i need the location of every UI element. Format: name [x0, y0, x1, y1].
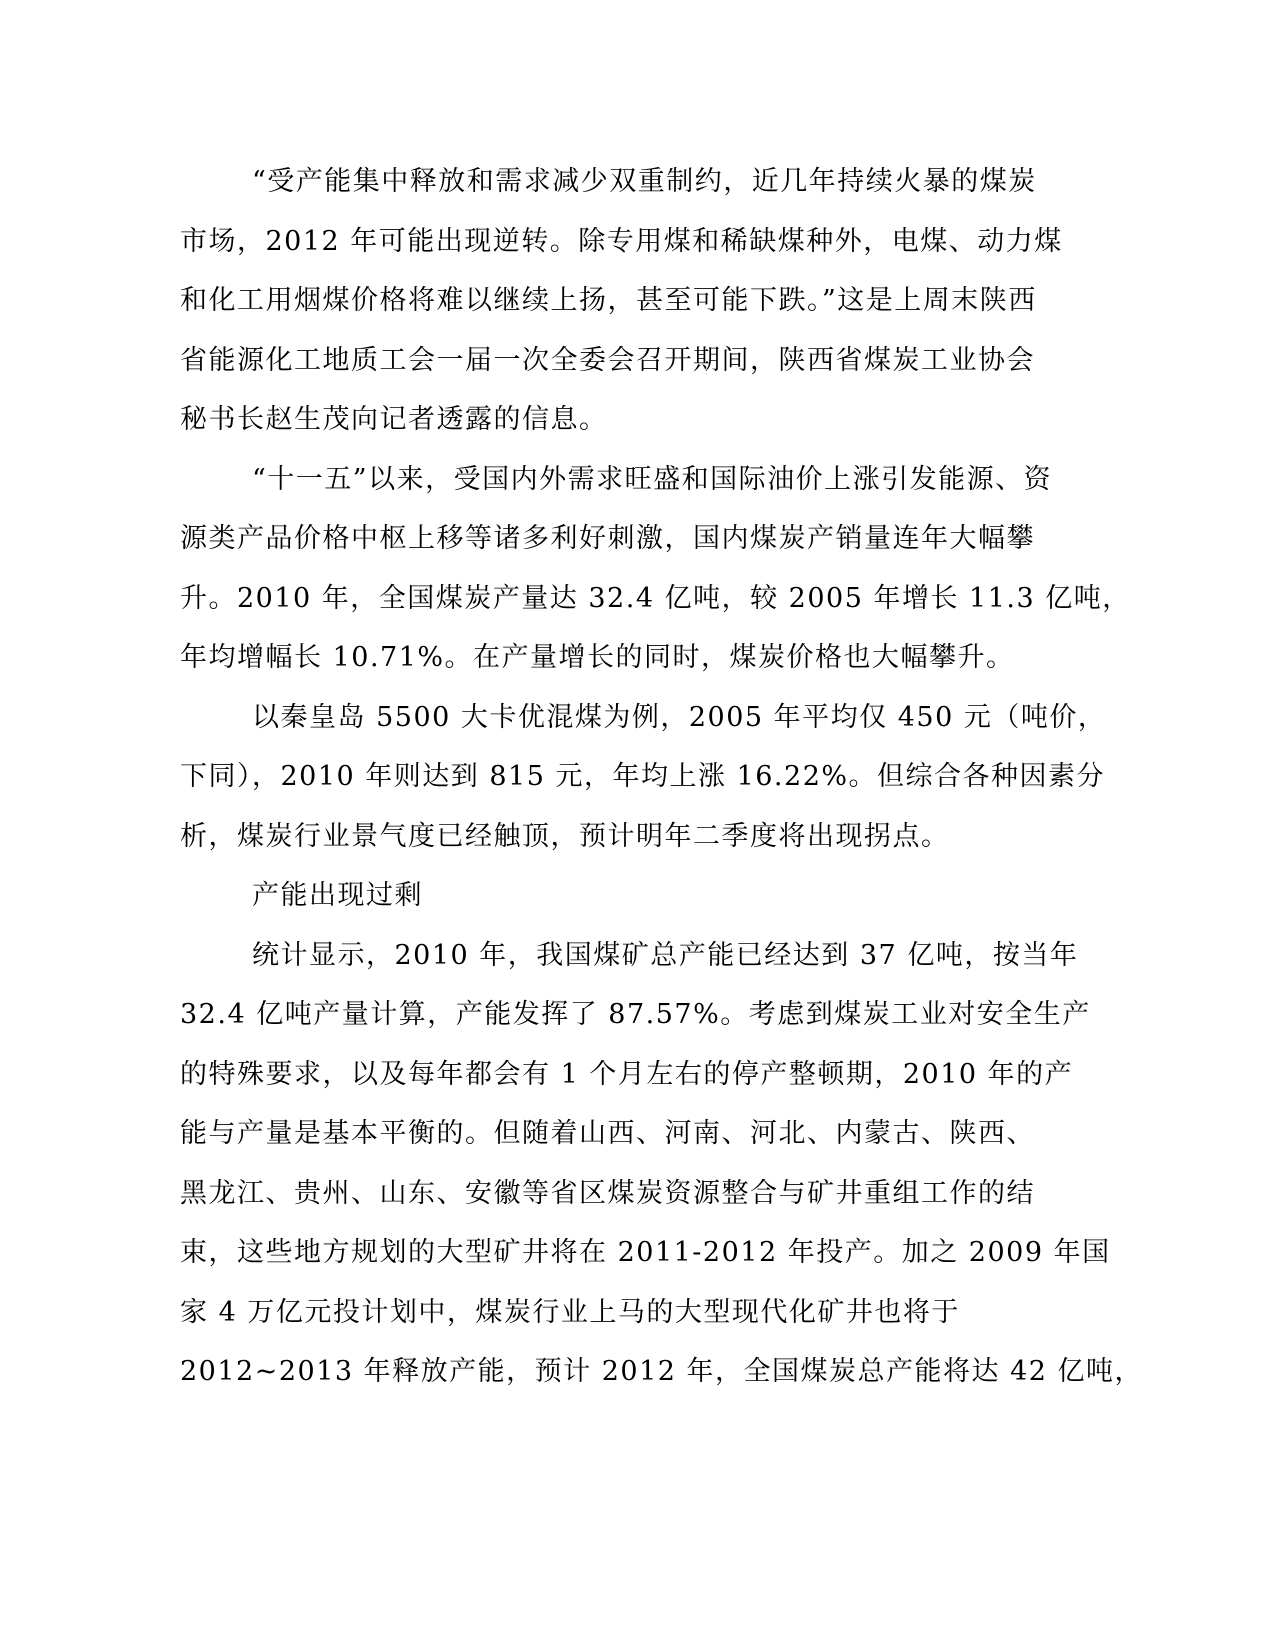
paragraph-5-line-2: 32.4 亿吨产量计算，产能发挥了 87.57%。考虑到煤炭工业对安全生产 — [180, 999, 1091, 1030]
paragraph-1-line-1: “受产能集中释放和需求减少双重制约，近几年持续火暴的煤炭 — [252, 166, 1037, 197]
paragraph-1-line-4: 省能源化工地质工会一届一次全委会召开期间，陕西省煤炭工业协会 — [180, 344, 1035, 376]
paragraph-5-line-5: 黑龙江、贵州、山东、安徽等省区煤炭资源整合与矿井重组工作的结 — [180, 1177, 1035, 1209]
paragraph-2-line-3: 升。2010 年，全国煤炭产量达 32.4 亿吨，较 2005 年增长 11.3 亿吨， — [180, 582, 1131, 614]
paragraph-5-line-4: 能与产量是基本平衡的。但随着山西、河南、河北、内蒙古、陕西、 — [180, 1118, 1035, 1149]
section-heading: 产能出现过剩 — [252, 880, 423, 911]
document-body — [180, 160, 1144, 1410]
paragraph-2-line-1: “十一五”以来，受国内外需求旺盛和国际油价上涨引发能源、资 — [252, 463, 1053, 495]
paragraph-5-line-6: 束，这些地方规划的大型矿井将在 2011-2012 年投产。加之 2009 年国 — [180, 1237, 1111, 1268]
paragraph-3-line-1: 以秦皇岛 5500 大卡优混煤为例，2005 年平均仅 450 元（吨价， — [252, 701, 1107, 733]
paragraph-5-line-3: 的特殊要求，以及每年都会有 1 个月左右的停产整顿期，2010 年的产 — [180, 1058, 1074, 1090]
paragraph-2-line-2: 源类产品价格中枢上移等诸多利好刺激，国内煤炭产销量连年大幅攀 — [180, 523, 1035, 554]
paragraph-1-line-5: 秘书长赵生茂向记者透露的信息。 — [180, 404, 608, 435]
paragraph-5-line-7: 家 4 万亿元投计划中，煤炭行业上马的大型现代化矿井也将于 — [180, 1296, 960, 1328]
paragraph-5-line-1: 统计显示，2010 年，我国煤矿总产能已经达到 37 亿吨，按当年 — [252, 939, 1079, 971]
paragraph-1-line-2: 市场，2012 年可能出现逆转。除专用煤和稀缺煤种外，电煤、动力煤 — [180, 225, 1063, 257]
paragraph-1-line-3: 和化工用烟煤价格将难以继续上扬，甚至可能下跌。”这是上周末陕西 — [180, 285, 1037, 316]
paragraph-3-line-2: 下同），2010 年则达到 815 元，年均上涨 16.22%。但综合各种因素分 — [180, 761, 1106, 792]
paragraph-2-line-4: 年均增幅长 10.71%。在产量增长的同时，煤炭价格也大幅攀升。 — [180, 642, 1015, 673]
paragraph-5-line-8: 2012~2013 年释放产能，预计 2012 年，全国煤炭总产能将达 42 亿吨， — [180, 1356, 1144, 1387]
paragraph-3-line-3: 析，煤炭行业景气度已经触顶，预计明年二季度将出现拐点。 — [180, 820, 950, 852]
